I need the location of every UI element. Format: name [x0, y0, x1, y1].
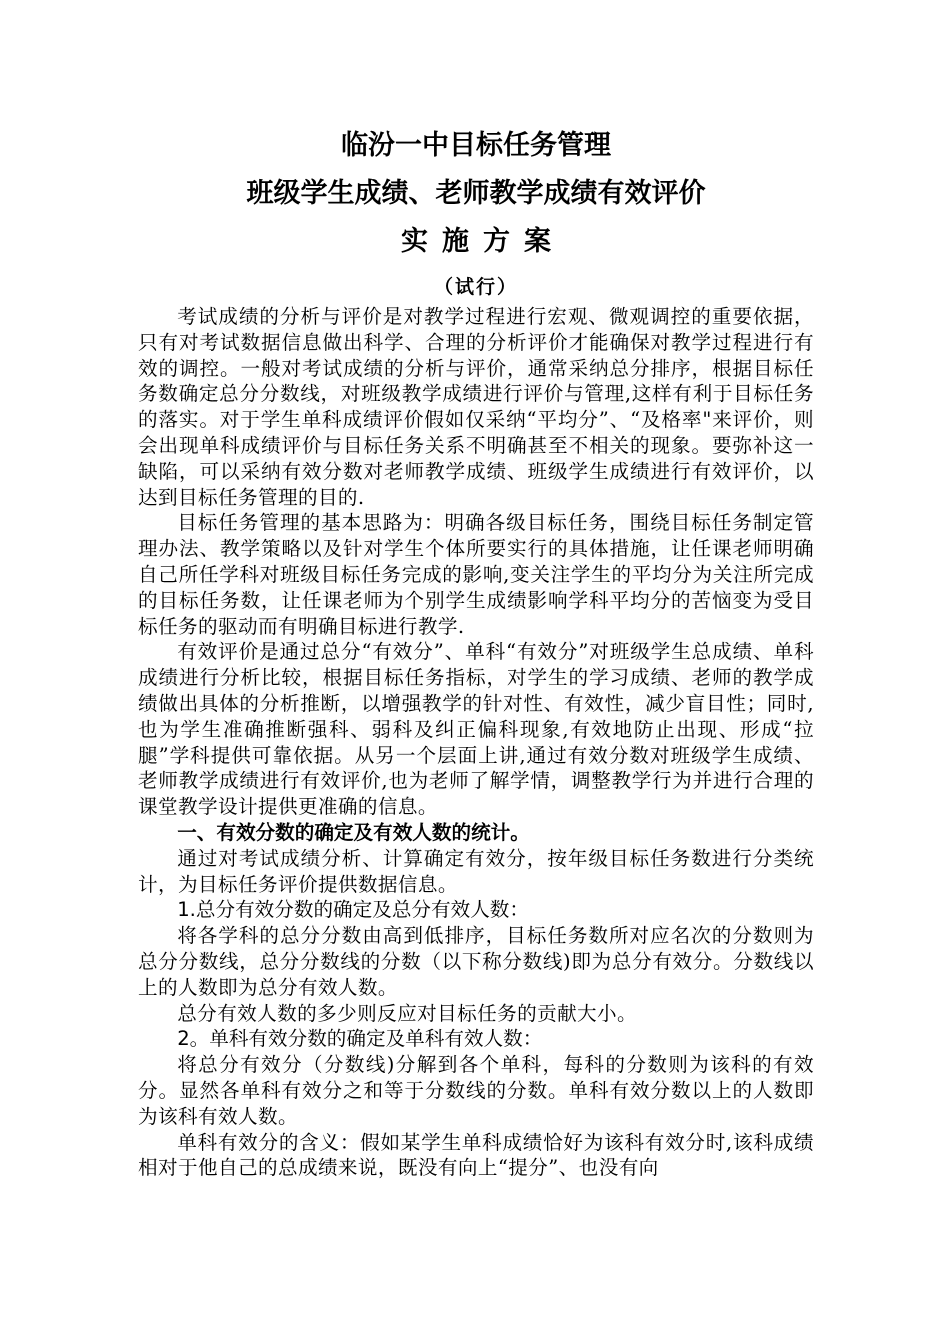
document-title-line2: 班级学生成绩、老师教学成绩有效评价 — [246, 178, 706, 209]
document-subtitle: （试行） — [433, 276, 518, 298]
subsection-1-text-1: 将各学科的总分分数由高到低排序，目标任务数所对应名次的分数则为总分分数线，总分分数线的分数（以下称分数线)即为总分有效分。分数线以上的人数即为总分有效人数。 — [138, 924, 814, 999]
section-1-heading: 一、有效分数的确定及有效人数的统计。 — [177, 820, 530, 844]
document-page — [138, 128, 814, 1181]
document-title-line1: 临汾一中目标任务管理 — [341, 130, 611, 161]
subsection-2-text-1: 将总分有效分（分数线)分解到各个单科，每科的分数则为该科的有效分。显然各单科有效分之和等于分数线的分数。单科有效分数以上的人数即为该科有效人数。 — [138, 1053, 814, 1128]
document-title-line3: 实施方案 — [401, 226, 565, 257]
subsection-2-text-2: 单科有效分的含义：假如某学生单科成绩恰好为该科有效分时,该科成绩相对于他自己的总成绩来说，既没有向上“提分”、也没有向 — [138, 1130, 814, 1180]
subsection-1-heading: 1.总分有效分数的确定及总分有效人数： — [177, 898, 529, 922]
intro-paragraph-3: 有效评价是通过总分“有效分”、单科“有效分”对班级学生总成绩、单科成绩进行分析比较，根据目标任务指标，对学生的学习成绩、老师的教学成绩做出具体的分析推断，以增强教学的针对性、有效性，减少盲目性；同时,也为学生准确推断强科、弱科及纠正偏科现象,有效地防止出现、形成“拉腿”学科提供可靠依据。从另一个层面上讲,通过有效分数对班级学生成绩、老师教学成绩进行有效评价,也为老师了解学情，调整教学行为并进行合理的课堂教学设计提供更准确的信息。 — [138, 640, 814, 819]
subsection-1-text-2: 总分有效人数的多少则反应对目标任务的贡献大小。 — [177, 1001, 638, 1025]
intro-paragraph-2: 目标任务管理的基本思路为：明确各级目标任务，围绕目标任务制定管理办法、教学策略以及针对学生个体所要实行的具体措施，让任课老师明确自己所任学科对班级目标任务完成的影响,变关注学生的平均分为关注所完成的目标任务数，让任课老师为个别学生成绩影响学科平均分的苦恼变为受目标任务的驱动而有明确目标进行教学. — [138, 511, 814, 638]
intro-paragraph-1: 考试成绩的分析与评价是对教学过程进行宏观、微观调控的重要依据，只有对考试数据信息做出科学、合理的分析评价才能确保对教学过程进行有效的调控。一般对考试成绩的分析与评价，通常采纳总分排序，根据目标任务数确定总分分数线，对班级教学成绩进行评价与管理,这样有利于目标任务的落实。对于学生单科成绩评价假如仅采纳“平均分”、“及格率"来评价，则会出现单科成绩评价与目标任务关系不明确甚至不相关的现象。要弥补这一缺陷，可以采纳有效分数对老师教学成绩、班级学生成绩进行有效评价，以达到目标任务管理的目的. — [138, 305, 814, 509]
section-1-text: 通过对考试成绩分析、计算确定有效分，按年级目标任务数进行分类统计，为目标任务评价提供数据信息。 — [138, 846, 814, 896]
subsection-2-heading: 2。单科有效分数的确定及单科有效人数： — [177, 1027, 543, 1051]
document-body — [138, 304, 814, 1181]
